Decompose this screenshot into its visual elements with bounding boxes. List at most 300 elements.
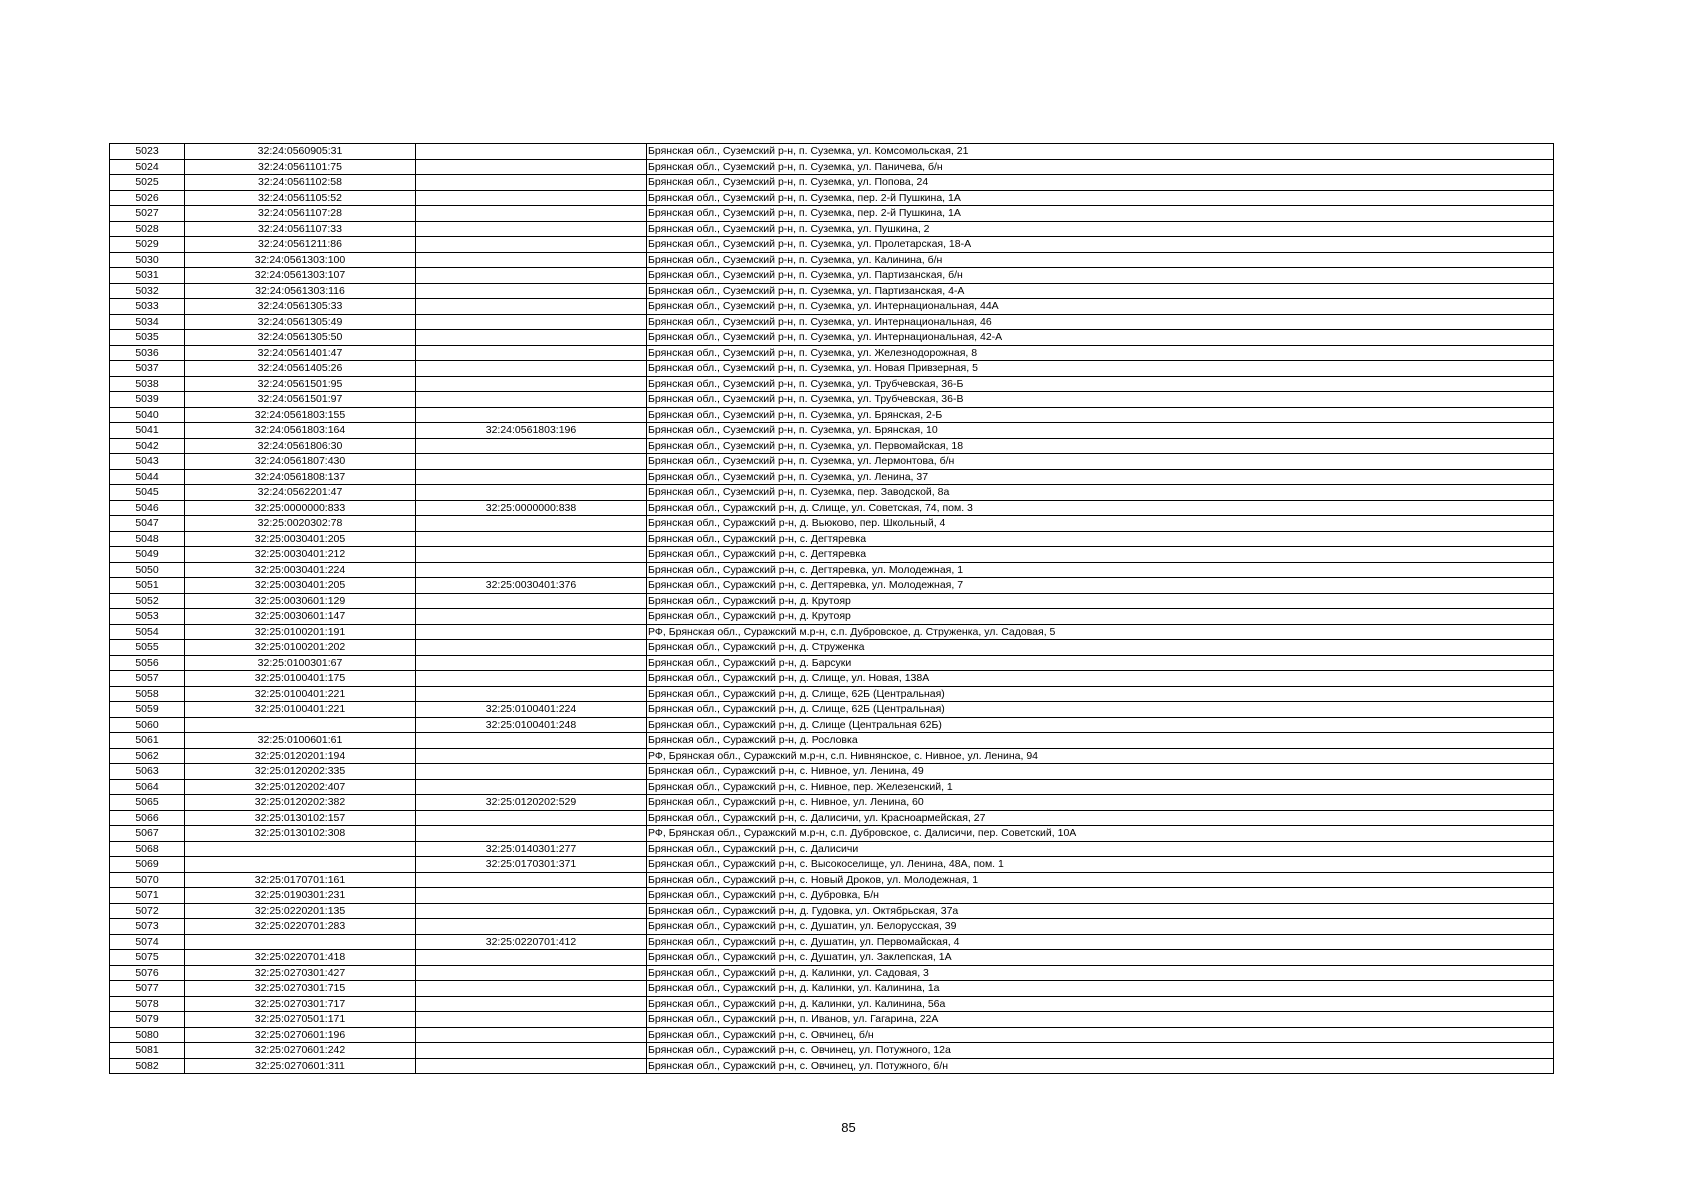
related-cadastral-number-cell	[416, 206, 647, 222]
related-cadastral-number-cell	[416, 175, 647, 191]
row-number-cell: 5061	[110, 733, 185, 749]
cadastral-number-cell: 32:25:0170701:161	[185, 872, 416, 888]
table-row	[110, 934, 1554, 950]
cadastral-number-cell: 32:24:0561105:52	[185, 190, 416, 206]
address-cell: Брянская обл., Суземский р-н, п. Суземка, ул. Калинина, б/н	[647, 252, 1554, 268]
cadastral-number-cell: 32:24:0561501:95	[185, 376, 416, 392]
cadastral-number-cell: 32:24:0561501:97	[185, 392, 416, 408]
cadastral-number-cell: 32:25:0270301:717	[185, 996, 416, 1012]
table-row	[110, 1027, 1554, 1043]
table-row	[110, 531, 1554, 547]
table-row	[110, 919, 1554, 935]
cadastral-number-cell: 32:25:0120202:407	[185, 779, 416, 795]
related-cadastral-number-cell	[416, 640, 647, 656]
cadastral-number-cell: 32:25:0030401:212	[185, 547, 416, 563]
row-number-cell: 5047	[110, 516, 185, 532]
table-row	[110, 640, 1554, 656]
row-number-cell: 5071	[110, 888, 185, 904]
address-cell: Брянская обл., Суражский р-н, п. Иванов, ул. Гагарина, 22А	[647, 1012, 1554, 1028]
related-cadastral-number-cell: 32:25:0100401:224	[416, 702, 647, 718]
cadastral-number-cell: 32:24:0561305:33	[185, 299, 416, 315]
related-cadastral-number-cell	[416, 144, 647, 160]
row-number-cell: 5069	[110, 857, 185, 873]
row-number-cell: 5081	[110, 1043, 185, 1059]
table-row	[110, 1012, 1554, 1028]
address-cell: Брянская обл., Суражский р-н, с. Нивное, пер. Железенский, 1	[647, 779, 1554, 795]
row-number-cell: 5029	[110, 237, 185, 253]
table-row	[110, 578, 1554, 594]
row-number-cell: 5066	[110, 810, 185, 826]
cadastral-number-cell: 32:25:0220701:283	[185, 919, 416, 935]
row-number-cell: 5024	[110, 159, 185, 175]
cadastral-number-cell: 32:25:0100201:202	[185, 640, 416, 656]
address-cell: Брянская обл., Суземский р-н, п. Суземка, пер. 2-й Пушкина, 1А	[647, 206, 1554, 222]
related-cadastral-number-cell	[416, 407, 647, 423]
related-cadastral-number-cell	[416, 965, 647, 981]
row-number-cell: 5059	[110, 702, 185, 718]
table-row	[110, 361, 1554, 377]
table-row	[110, 686, 1554, 702]
table-row	[110, 221, 1554, 237]
row-number-cell: 5052	[110, 593, 185, 609]
related-cadastral-number-cell	[416, 438, 647, 454]
related-cadastral-number-cell	[416, 779, 647, 795]
row-number-cell: 5053	[110, 609, 185, 625]
related-cadastral-number-cell	[416, 748, 647, 764]
cadastral-number-cell: 32:25:0020302:78	[185, 516, 416, 532]
address-cell: Брянская обл., Суражский р-н, д. Калинки, ул. Калинина, 56а	[647, 996, 1554, 1012]
table-row	[110, 671, 1554, 687]
address-cell: Брянская обл., Суражский р-н, с. Новый Дроков, ул. Молодежная, 1	[647, 872, 1554, 888]
cadastral-number-cell: 32:25:0130102:157	[185, 810, 416, 826]
table-row	[110, 872, 1554, 888]
row-number-cell: 5070	[110, 872, 185, 888]
address-cell: Брянская обл., Суражский р-н, д. Слище, ул. Новая, 138А	[647, 671, 1554, 687]
address-cell: Брянская обл., Суражский р-н, с. Нивное, ул. Ленина, 49	[647, 764, 1554, 780]
row-number-cell: 5063	[110, 764, 185, 780]
row-number-cell: 5082	[110, 1058, 185, 1074]
related-cadastral-number-cell	[416, 609, 647, 625]
table-row	[110, 330, 1554, 346]
row-number-cell: 5077	[110, 981, 185, 997]
address-cell: Брянская обл., Суражский р-н, с. Душатин, ул. Заклепская, 1А	[647, 950, 1554, 966]
related-cadastral-number-cell	[416, 221, 647, 237]
related-cadastral-number-cell	[416, 1027, 647, 1043]
row-number-cell: 5051	[110, 578, 185, 594]
related-cadastral-number-cell	[416, 1043, 647, 1059]
cadastral-number-cell: 32:24:0562201:47	[185, 485, 416, 501]
row-number-cell: 5034	[110, 314, 185, 330]
cadastral-number-cell: 32:25:0100601:61	[185, 733, 416, 749]
row-number-cell: 5057	[110, 671, 185, 687]
table-row	[110, 454, 1554, 470]
cadastral-number-cell: 32:24:0561305:50	[185, 330, 416, 346]
row-number-cell: 5028	[110, 221, 185, 237]
table-row	[110, 423, 1554, 439]
address-cell: Брянская обл., Суражский р-н, д. Слище, 62Б (Центральная)	[647, 702, 1554, 718]
table-row	[110, 500, 1554, 516]
address-cell: Брянская обл., Суражский р-н, с. Дегтяревка	[647, 547, 1554, 563]
cadastral-number-cell: 32:25:0000000:833	[185, 500, 416, 516]
related-cadastral-number-cell	[416, 888, 647, 904]
address-cell: Брянская обл., Суражский р-н, с. Дубровка, Б/н	[647, 888, 1554, 904]
cadastral-number-cell: 32:25:0100301:67	[185, 655, 416, 671]
related-cadastral-number-cell	[416, 950, 647, 966]
related-cadastral-number-cell	[416, 469, 647, 485]
row-number-cell: 5058	[110, 686, 185, 702]
table-row	[110, 562, 1554, 578]
related-cadastral-number-cell	[416, 903, 647, 919]
cadastral-number-cell: 32:24:0561303:100	[185, 252, 416, 268]
address-cell: Брянская обл., Суземский р-н, п. Суземка, ул. Пролетарская, 18-А	[647, 237, 1554, 253]
cadastral-number-cell: 32:24:0561803:155	[185, 407, 416, 423]
row-number-cell: 5075	[110, 950, 185, 966]
address-cell: Брянская обл., Суземский р-н, п. Суземка, пер. 2-й Пушкина, 1А	[647, 190, 1554, 206]
address-cell: Брянская обл., Суземский р-н, п. Суземка, ул. Брянская, 2-Б	[647, 407, 1554, 423]
related-cadastral-number-cell	[416, 485, 647, 501]
related-cadastral-number-cell: 32:25:0030401:376	[416, 578, 647, 594]
address-cell: Брянская обл., Суземский р-н, п. Суземка, ул. Железнодорожная, 8	[647, 345, 1554, 361]
address-cell: Брянская обл., Суражский р-н, с. Душатин, ул. Первомайская, 4	[647, 934, 1554, 950]
related-cadastral-number-cell	[416, 159, 647, 175]
related-cadastral-number-cell	[416, 237, 647, 253]
related-cadastral-number-cell	[416, 190, 647, 206]
related-cadastral-number-cell	[416, 283, 647, 299]
related-cadastral-number-cell	[416, 655, 647, 671]
cadastral-number-cell: 32:24:0561803:164	[185, 423, 416, 439]
address-cell: РФ, Брянская обл., Суражский м.р-н, с.п. Дубровское, д. Струженка, ул. Садовая, 5	[647, 624, 1554, 640]
address-cell: Брянская обл., Суражский р-н, д. Рословка	[647, 733, 1554, 749]
address-cell: РФ, Брянская обл., Суражский м.р-н, с.п. Дубровское, с. Далисичи, пер. Советский, 10А	[647, 826, 1554, 842]
table-row	[110, 314, 1554, 330]
table-row	[110, 624, 1554, 640]
cadastral-number-cell: 32:25:0220201:135	[185, 903, 416, 919]
cadastral-number-cell: 32:25:0030601:147	[185, 609, 416, 625]
table-row	[110, 283, 1554, 299]
row-number-cell: 5031	[110, 268, 185, 284]
table-row	[110, 795, 1554, 811]
table-row	[110, 981, 1554, 997]
related-cadastral-number-cell	[416, 252, 647, 268]
cadastral-number-cell: 32:25:0120201:194	[185, 748, 416, 764]
row-number-cell: 5054	[110, 624, 185, 640]
related-cadastral-number-cell	[416, 392, 647, 408]
row-number-cell: 5062	[110, 748, 185, 764]
table-row	[110, 268, 1554, 284]
cadastral-number-cell: 32:25:0030601:129	[185, 593, 416, 609]
cadastral-number-cell: 32:25:0270601:196	[185, 1027, 416, 1043]
related-cadastral-number-cell	[416, 810, 647, 826]
row-number-cell: 5032	[110, 283, 185, 299]
row-number-cell: 5035	[110, 330, 185, 346]
cadastral-number-cell: 32:25:0270601:311	[185, 1058, 416, 1074]
address-cell: Брянская обл., Суземский р-н, п. Суземка, пер. Заводской, 8а	[647, 485, 1554, 501]
related-cadastral-number-cell: 32:25:0220701:412	[416, 934, 647, 950]
address-cell: Брянская обл., Суражский р-н, с. Далисичи, ул. Красноармейская, 27	[647, 810, 1554, 826]
cadastral-number-cell: 32:24:0561303:116	[185, 283, 416, 299]
row-number-cell: 5043	[110, 454, 185, 470]
address-cell: Брянская обл., Суземский р-н, п. Суземка, ул. Партизанская, б/н	[647, 268, 1554, 284]
address-cell: Брянская обл., Суражский р-н, д. Струженка	[647, 640, 1554, 656]
row-number-cell: 5064	[110, 779, 185, 795]
related-cadastral-number-cell	[416, 919, 647, 935]
table-row	[110, 345, 1554, 361]
address-cell: Брянская обл., Суражский р-н, д. Вьюково, пер. Школьный, 4	[647, 516, 1554, 532]
address-cell: Брянская обл., Суражский р-н, с. Нивное, ул. Ленина, 60	[647, 795, 1554, 811]
related-cadastral-number-cell	[416, 454, 647, 470]
address-cell: Брянская обл., Суражский р-н, д. Слище (Центральная 62Б)	[647, 717, 1554, 733]
related-cadastral-number-cell	[416, 1058, 647, 1074]
row-number-cell: 5033	[110, 299, 185, 315]
related-cadastral-number-cell	[416, 330, 647, 346]
related-cadastral-number-cell	[416, 562, 647, 578]
cadastral-number-cell: 32:24:0561107:33	[185, 221, 416, 237]
row-number-cell: 5056	[110, 655, 185, 671]
cadastral-number-cell	[185, 841, 416, 857]
row-number-cell: 5072	[110, 903, 185, 919]
cadastral-number-cell: 32:24:0561401:47	[185, 345, 416, 361]
row-number-cell: 5027	[110, 206, 185, 222]
table-row	[110, 857, 1554, 873]
address-cell: Брянская обл., Суражский р-н, с. Далисичи	[647, 841, 1554, 857]
table-row	[110, 764, 1554, 780]
cadastral-number-cell: 32:25:0120202:382	[185, 795, 416, 811]
cadastral-number-cell: 32:24:0561102:58	[185, 175, 416, 191]
table-row	[110, 1043, 1554, 1059]
address-cell: Брянская обл., Суземский р-н, п. Суземка, ул. Интернациональная, 46	[647, 314, 1554, 330]
cadastral-number-cell: 32:24:0561101:75	[185, 159, 416, 175]
cadastral-number-cell: 32:25:0270601:242	[185, 1043, 416, 1059]
row-number-cell: 5046	[110, 500, 185, 516]
related-cadastral-number-cell: 32:25:0000000:838	[416, 500, 647, 516]
row-number-cell: 5025	[110, 175, 185, 191]
address-cell: Брянская обл., Суражский р-н, с. Высокоселище, ул. Ленина, 48А, пом. 1	[647, 857, 1554, 873]
table-row	[110, 144, 1554, 160]
row-number-cell: 5037	[110, 361, 185, 377]
address-cell: Брянская обл., Суражский р-н, д. Крутояр	[647, 609, 1554, 625]
cadastral-number-cell	[185, 717, 416, 733]
address-cell: Брянская обл., Суражский р-н, д. Слище, ул. Советская, 74, пом. 3	[647, 500, 1554, 516]
table-row	[110, 469, 1554, 485]
address-cell: Брянская обл., Суземский р-н, п. Суземка, ул. Брянская, 10	[647, 423, 1554, 439]
row-number-cell: 5048	[110, 531, 185, 547]
related-cadastral-number-cell: 32:25:0140301:277	[416, 841, 647, 857]
address-cell: Брянская обл., Суземский р-н, п. Суземка, ул. Пушкина, 2	[647, 221, 1554, 237]
table-row	[110, 376, 1554, 392]
cadastral-number-cell: 32:25:0100401:221	[185, 702, 416, 718]
related-cadastral-number-cell: 32:25:0100401:248	[416, 717, 647, 733]
table-row	[110, 996, 1554, 1012]
address-cell: Брянская обл., Суражский р-н, с. Овчинец, б/н	[647, 1027, 1554, 1043]
cadastral-number-cell: 32:25:0100401:221	[185, 686, 416, 702]
cadastral-number-cell: 32:25:0220701:418	[185, 950, 416, 966]
row-number-cell: 5044	[110, 469, 185, 485]
table-row	[110, 733, 1554, 749]
table-row	[110, 903, 1554, 919]
related-cadastral-number-cell	[416, 996, 647, 1012]
registry-table	[109, 143, 1554, 1074]
cadastral-number-cell: 32:25:0270301:427	[185, 965, 416, 981]
cadastral-number-cell: 32:24:0561806:30	[185, 438, 416, 454]
table-row	[110, 950, 1554, 966]
table-row	[110, 547, 1554, 563]
address-cell: Брянская обл., Суражский р-н, с. Дегтяревка, ул. Молодежная, 1	[647, 562, 1554, 578]
related-cadastral-number-cell: 32:24:0561803:196	[416, 423, 647, 439]
cadastral-number-cell: 32:25:0030401:224	[185, 562, 416, 578]
row-number-cell: 5030	[110, 252, 185, 268]
cadastral-number-cell	[185, 857, 416, 873]
table-row	[110, 438, 1554, 454]
table-row	[110, 299, 1554, 315]
address-cell: Брянская обл., Суземский р-н, п. Суземка, ул. Интернациональная, 44А	[647, 299, 1554, 315]
related-cadastral-number-cell	[416, 299, 647, 315]
table-row	[110, 206, 1554, 222]
cadastral-number-cell: 32:24:0561305:49	[185, 314, 416, 330]
address-cell: Брянская обл., Суземский р-н, п. Суземка, ул. Трубчевская, 36-В	[647, 392, 1554, 408]
row-number-cell: 5080	[110, 1027, 185, 1043]
address-cell: Брянская обл., Суражский р-н, с. Дегтяревка, ул. Молодежная, 7	[647, 578, 1554, 594]
related-cadastral-number-cell	[416, 872, 647, 888]
table-row	[110, 826, 1554, 842]
row-number-cell: 5023	[110, 144, 185, 160]
related-cadastral-number-cell	[416, 764, 647, 780]
table-row	[110, 702, 1554, 718]
table-row	[110, 159, 1554, 175]
table-row	[110, 810, 1554, 826]
row-number-cell: 5041	[110, 423, 185, 439]
address-cell: Брянская обл., Суземский р-н, п. Суземка, ул. Новая Привзерная, 5	[647, 361, 1554, 377]
cadastral-number-cell: 32:25:0030401:205	[185, 578, 416, 594]
cadastral-number-cell: 32:24:0561808:137	[185, 469, 416, 485]
related-cadastral-number-cell	[416, 361, 647, 377]
row-number-cell: 5036	[110, 345, 185, 361]
address-cell: Брянская обл., Суземский р-н, п. Суземка, ул. Комсомольская, 21	[647, 144, 1554, 160]
address-cell: Брянская обл., Суземский р-н, п. Суземка, ул. Ленина, 37	[647, 469, 1554, 485]
address-cell: Брянская обл., Суземский р-н, п. Суземка, ул. Интернациональная, 42-А	[647, 330, 1554, 346]
cadastral-number-cell: 32:24:0561807:430	[185, 454, 416, 470]
address-cell: Брянская обл., Суражский р-н, д. Гудовка, ул. Октябрьская, 37а	[647, 903, 1554, 919]
address-cell: Брянская обл., Суземский р-н, п. Суземка, ул. Первомайская, 18	[647, 438, 1554, 454]
address-cell: Брянская обл., Суземский р-н, п. Суземка, ул. Трубчевская, 36-Б	[647, 376, 1554, 392]
table-row	[110, 237, 1554, 253]
address-cell: Брянская обл., Суземский р-н, п. Суземка, ул. Паничева, б/н	[647, 159, 1554, 175]
row-number-cell: 5078	[110, 996, 185, 1012]
related-cadastral-number-cell	[416, 531, 647, 547]
cadastral-number-cell: 32:25:0100201:191	[185, 624, 416, 640]
table-row	[110, 779, 1554, 795]
cadastral-number-cell: 32:25:0120202:335	[185, 764, 416, 780]
table-row	[110, 965, 1554, 981]
cadastral-number-cell: 32:25:0030401:205	[185, 531, 416, 547]
related-cadastral-number-cell	[416, 671, 647, 687]
address-cell: Брянская обл., Суземский р-н, п. Суземка, ул. Партизанская, 4-А	[647, 283, 1554, 299]
related-cadastral-number-cell: 32:25:0120202:529	[416, 795, 647, 811]
related-cadastral-number-cell	[416, 516, 647, 532]
row-number-cell: 5067	[110, 826, 185, 842]
address-cell: Брянская обл., Суражский р-н, д. Крутояр	[647, 593, 1554, 609]
address-cell: Брянская обл., Суражский р-н, д. Слище, 62Б (Центральная)	[647, 686, 1554, 702]
related-cadastral-number-cell	[416, 981, 647, 997]
address-cell: Брянская обл., Суземский р-н, п. Суземка, ул. Лермонтова, б/н	[647, 454, 1554, 470]
row-number-cell: 5026	[110, 190, 185, 206]
table-row	[110, 252, 1554, 268]
address-cell: Брянская обл., Суражский р-н, д. Калинки, ул. Садовая, 3	[647, 965, 1554, 981]
related-cadastral-number-cell	[416, 376, 647, 392]
table-row	[110, 609, 1554, 625]
cadastral-number-cell: 32:25:0190301:231	[185, 888, 416, 904]
table-row	[110, 485, 1554, 501]
related-cadastral-number-cell	[416, 624, 647, 640]
row-number-cell: 5073	[110, 919, 185, 935]
related-cadastral-number-cell	[416, 826, 647, 842]
row-number-cell: 5039	[110, 392, 185, 408]
related-cadastral-number-cell: 32:25:0170301:371	[416, 857, 647, 873]
row-number-cell: 5074	[110, 934, 185, 950]
table-row	[110, 655, 1554, 671]
address-cell: Брянская обл., Суражский р-н, с. Дегтяревка	[647, 531, 1554, 547]
address-cell: Брянская обл., Суражский р-н, д. Калинки, ул. Калинина, 1а	[647, 981, 1554, 997]
cadastral-number-cell: 32:24:0561211:86	[185, 237, 416, 253]
table-row	[110, 748, 1554, 764]
cadastral-number-cell: 32:24:0561303:107	[185, 268, 416, 284]
page-number: 85	[841, 1120, 856, 1135]
related-cadastral-number-cell	[416, 345, 647, 361]
table-row	[110, 392, 1554, 408]
related-cadastral-number-cell	[416, 547, 647, 563]
row-number-cell: 5055	[110, 640, 185, 656]
table-row	[110, 516, 1554, 532]
row-number-cell: 5045	[110, 485, 185, 501]
row-number-cell: 5068	[110, 841, 185, 857]
row-number-cell: 5042	[110, 438, 185, 454]
row-number-cell: 5049	[110, 547, 185, 563]
table-row	[110, 841, 1554, 857]
address-cell: Брянская обл., Суражский р-н, с. Овчинец, ул. Потужного, б/н	[647, 1058, 1554, 1074]
address-cell: Брянская обл., Суземский р-н, п. Суземка, ул. Попова, 24	[647, 175, 1554, 191]
table-row	[110, 1058, 1554, 1074]
row-number-cell: 5050	[110, 562, 185, 578]
related-cadastral-number-cell	[416, 314, 647, 330]
table-row	[110, 593, 1554, 609]
table-row	[110, 888, 1554, 904]
row-number-cell: 5065	[110, 795, 185, 811]
address-cell: Брянская обл., Суражский р-н, с. Душатин, ул. Белорусская, 39	[647, 919, 1554, 935]
row-number-cell: 5079	[110, 1012, 185, 1028]
table-row	[110, 175, 1554, 191]
row-number-cell: 5060	[110, 717, 185, 733]
related-cadastral-number-cell	[416, 733, 647, 749]
cadastral-number-cell: 32:25:0130102:308	[185, 826, 416, 842]
cadastral-number-cell: 32:25:0100401:175	[185, 671, 416, 687]
cadastral-number-cell: 32:24:0560905:31	[185, 144, 416, 160]
related-cadastral-number-cell	[416, 593, 647, 609]
cadastral-number-cell: 32:24:0561107:28	[185, 206, 416, 222]
cadastral-number-cell: 32:25:0270301:715	[185, 981, 416, 997]
registry-table-body	[110, 144, 1554, 1074]
related-cadastral-number-cell	[416, 686, 647, 702]
table-row	[110, 717, 1554, 733]
row-number-cell: 5076	[110, 965, 185, 981]
row-number-cell: 5038	[110, 376, 185, 392]
related-cadastral-number-cell	[416, 1012, 647, 1028]
cadastral-number-cell	[185, 934, 416, 950]
row-number-cell: 5040	[110, 407, 185, 423]
cadastral-number-cell: 32:25:0270501:171	[185, 1012, 416, 1028]
address-cell: Брянская обл., Суражский р-н, с. Овчинец, ул. Потужного, 12а	[647, 1043, 1554, 1059]
related-cadastral-number-cell	[416, 268, 647, 284]
address-cell: РФ, Брянская обл., Суражский м.р-н, с.п. Нивнянское, с. Нивное, ул. Ленина, 94	[647, 748, 1554, 764]
table-row	[110, 407, 1554, 423]
